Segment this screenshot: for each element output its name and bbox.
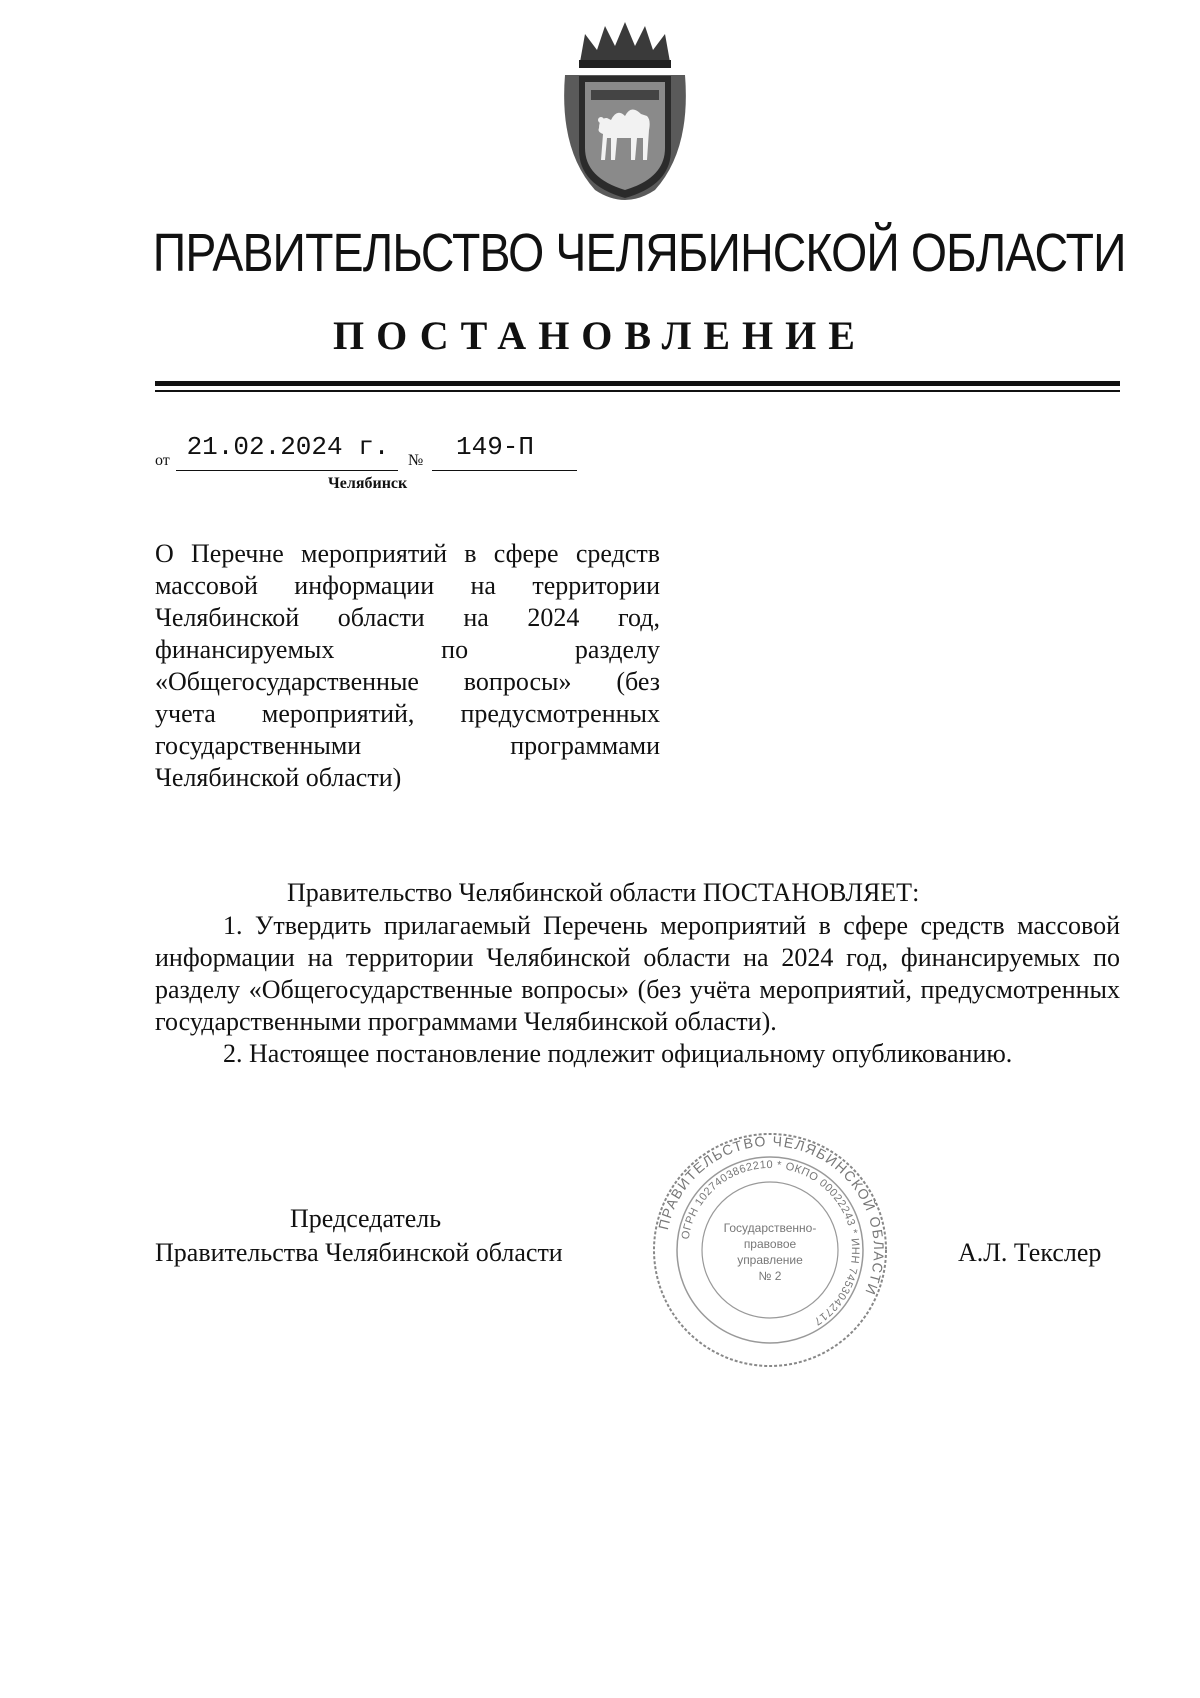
document-body [155, 910, 1120, 1070]
number-label: № [408, 452, 424, 469]
subject-line: О Перечне мероприятий в сфере средств [155, 539, 660, 568]
document-type: ПОСТАНОВЛЕНИЕ [333, 313, 867, 358]
date-underline [176, 470, 398, 471]
signatory-title-line-2: Правительства Челябинской области [155, 1238, 563, 1267]
city-label: Челябинск [328, 475, 408, 492]
stamp-inner-text: ОГРН 1027403862210 * ОКПО 00022243 * ИНН 7453042717 [679, 1158, 862, 1328]
signatory-name: А.Л. Текслер [958, 1238, 1102, 1267]
subject-line: Челябинской области на 2024 год, [155, 603, 660, 632]
stamp-center-line: № 2 [758, 1269, 782, 1283]
subject-line: учета мероприятий, предусмотренных [155, 699, 660, 728]
date-from-label: от [155, 452, 170, 469]
subject-line: «Общегосударственные вопросы» (без [155, 667, 660, 696]
preamble: Правительство Челябинской области ПОСТАНОВЛЯЕТ: [287, 878, 920, 907]
header-rule-thick [155, 381, 1120, 386]
coat-of-arms-emblem [555, 20, 695, 210]
subject-line: Челябинской области) [155, 763, 402, 792]
stamp-center-line: управление [737, 1253, 803, 1267]
document-subject [155, 538, 660, 794]
signatory-title-line-1: Председатель [290, 1204, 442, 1233]
subject-line: финансируемых по разделу [155, 635, 660, 664]
header-rule-thin [155, 390, 1120, 392]
subject-line: массовой информации на территории [155, 571, 660, 600]
body-item-1: 1. Утвердить прилагаемый Перечень мероприятий в сфере средств массовой информации на территории Челябинской области на 2024 год, финансируемых по разделу «Общегосударственные вопросы» (без учёта мероприятий, предусмотренных государственными программами Челябинской области). [155, 911, 1120, 1036]
official-seal-stamp [650, 1130, 890, 1370]
document-date: 21.02.2024 г. [186, 432, 390, 462]
document-number: 149-П [456, 432, 535, 462]
stamp-outer-text: ПРАВИТЕЛЬСТВО ЧЕЛЯБИНСКОЙ ОБЛАСТИ [655, 1132, 888, 1299]
stamp-center-line: Государственно- [723, 1221, 817, 1235]
government-title: ПРАВИТЕЛЬСТВО ЧЕЛЯБИНСКОЙ ОБЛАСТИ [152, 223, 1126, 283]
stamp-center-line: правовое [743, 1237, 797, 1251]
number-underline [432, 470, 577, 471]
subject-line: государственными программами [155, 731, 660, 760]
body-item-2: 2. Настоящее постановление подлежит официальному опубликованию. [223, 1039, 1013, 1068]
